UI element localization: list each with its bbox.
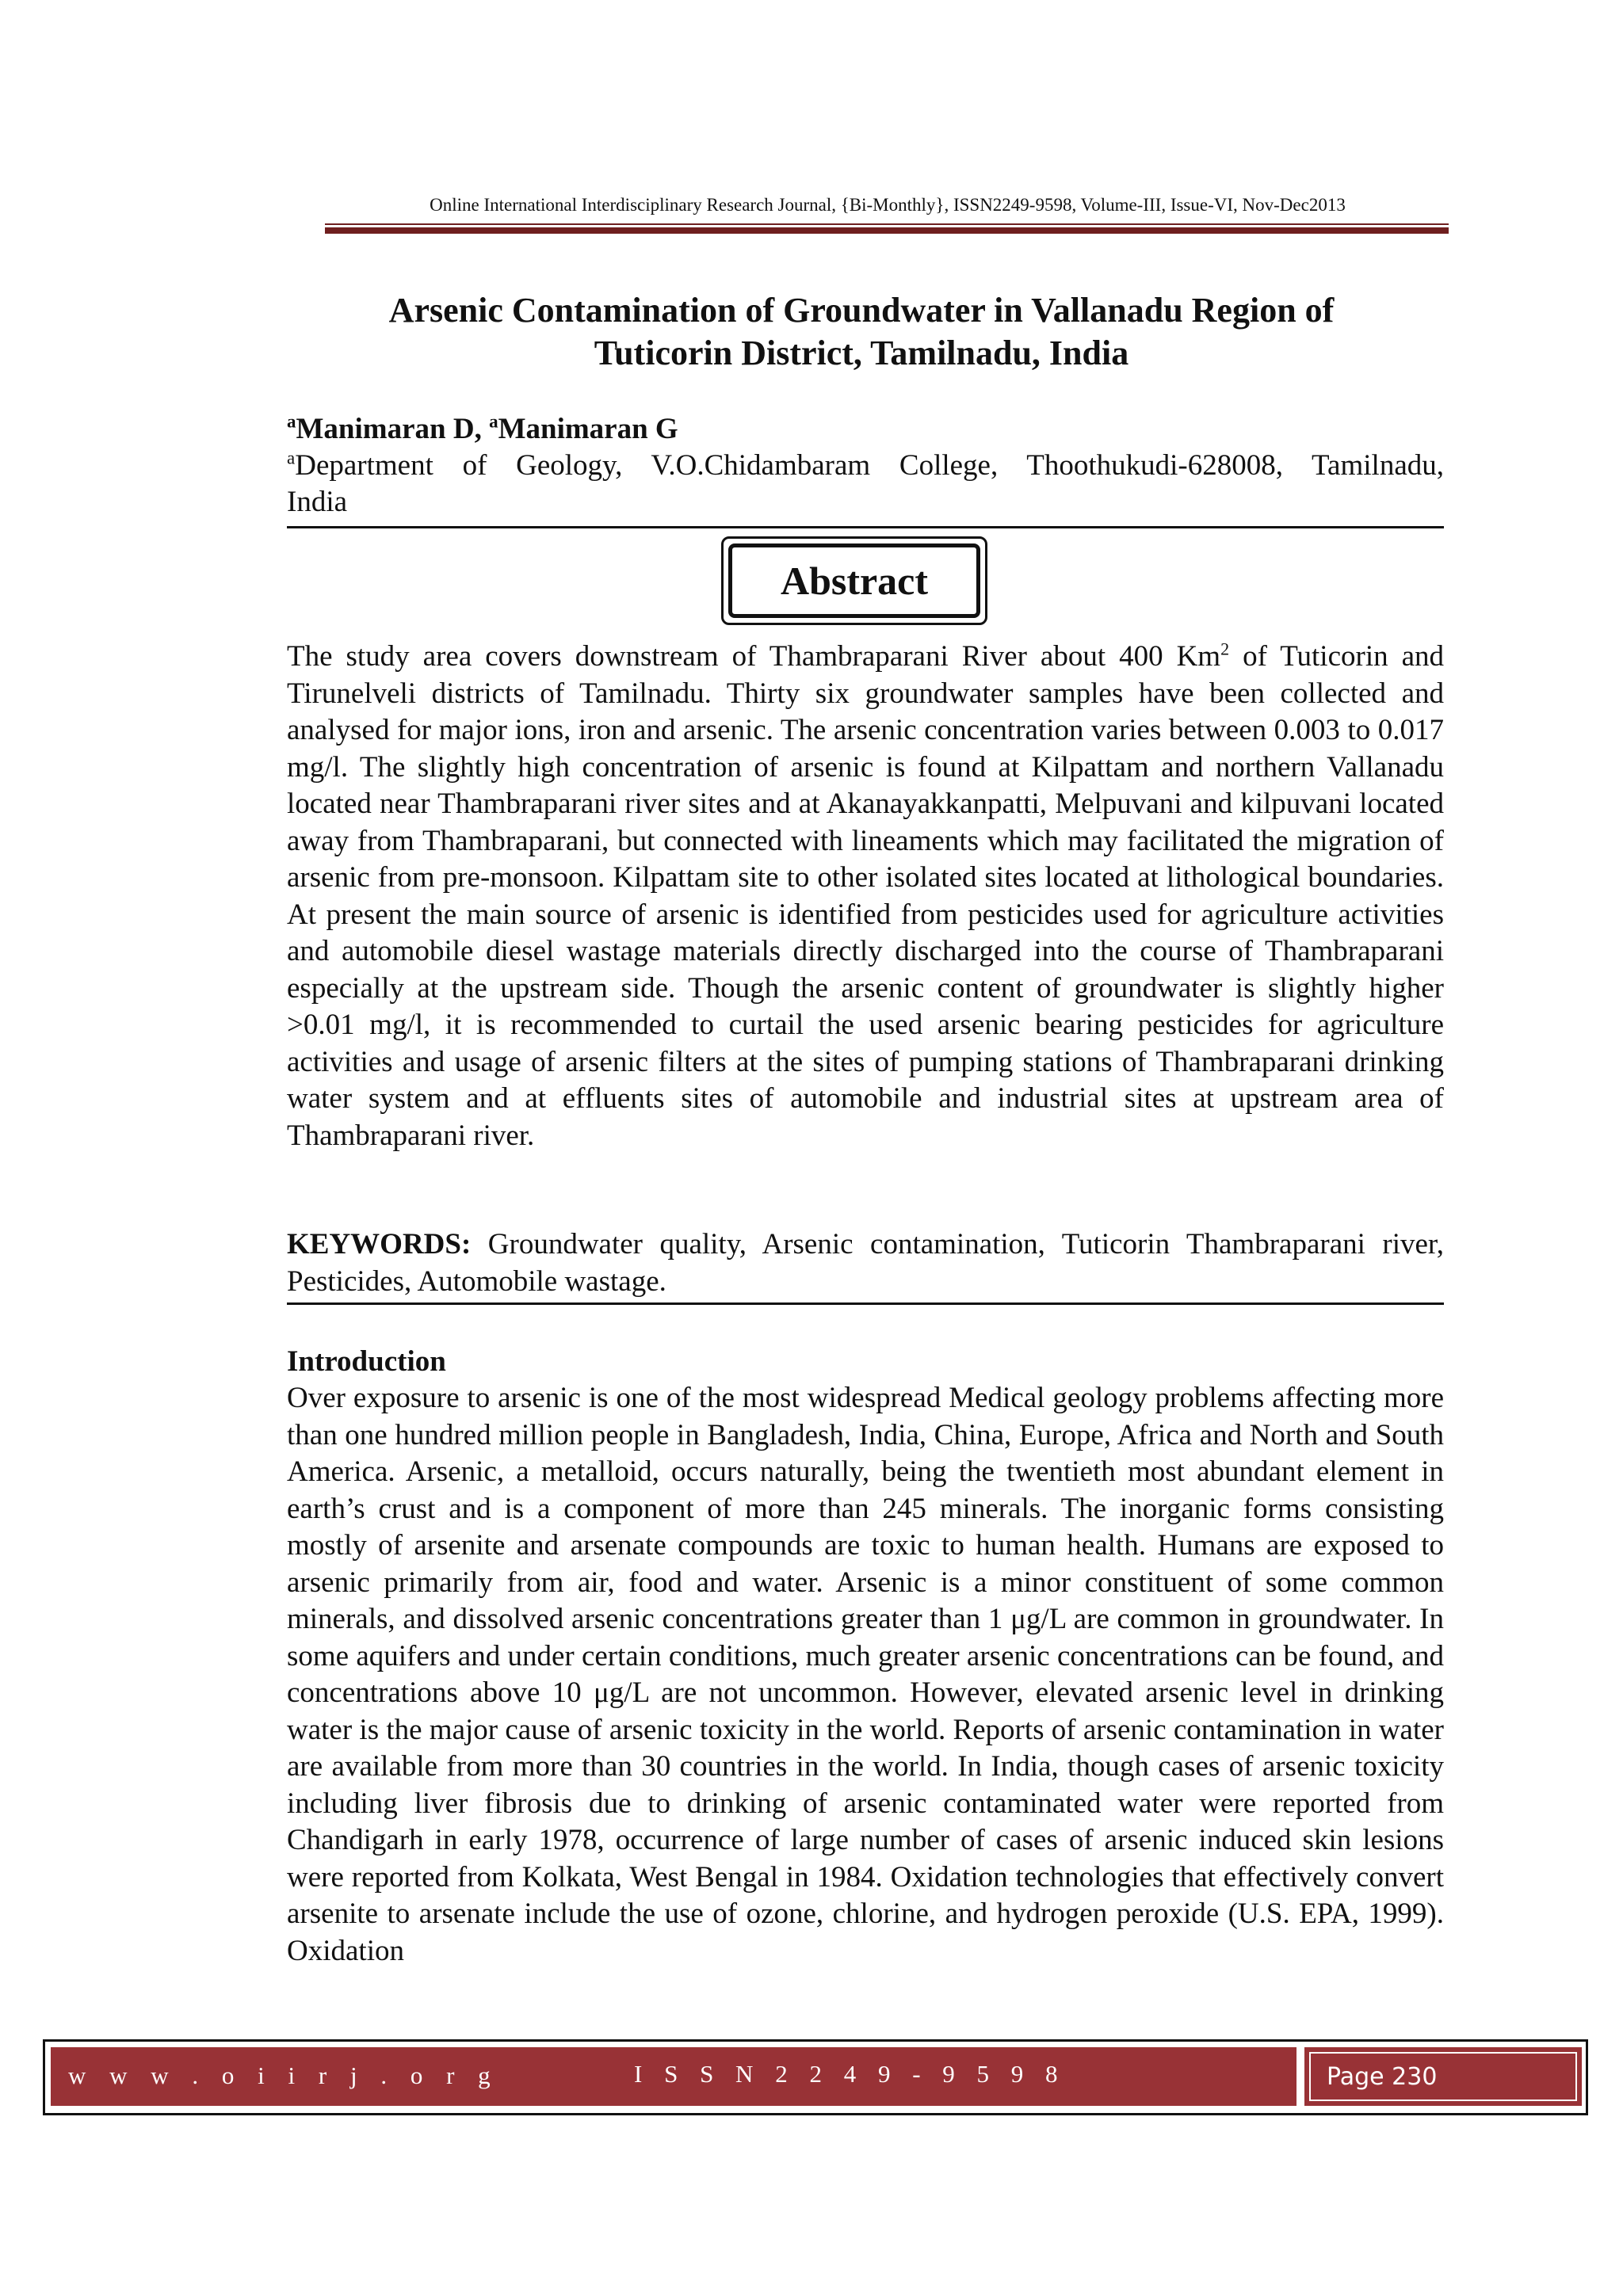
affiliation-line2: India xyxy=(287,486,348,518)
keywords xyxy=(287,1226,1444,1300)
author1-affil-marker: a xyxy=(287,411,296,432)
footer-page-box xyxy=(1304,2047,1582,2106)
abstract-text xyxy=(287,639,1444,1154)
introduction-heading: Introduction xyxy=(287,1345,446,1378)
abstract-text-part2: of Tuticorin and Tirunelveli districts of Tamilnadu. Thirty six groundwater samples have been collected and analysed for major ions, iron and arsenic. The arsenic concentration varies between 0.003 to 0.017 mg/l. The slightly high concentration of arsenic is found at Kilpattam and northern Vallanadu located near Thambraparani river sites and at Akanayakkanpatti, Melpuvani and kilpuvani located away from Thambraparani, but connected with lineaments which may facilitated the migration of arsenic from pre-monsoon. Kilpattam site to other isolated sites located at lithological boundaries. At present the main source of arsenic is identified from pesticides used for agriculture activities and automobile diesel wastage materials directly discharged into the course of Thambraparani especially at the upstream side. Though the arsenic content of groundwater is slightly higher >0.01 mg/l, it is recommended to curtail the used arsenic bearing pesticides for agriculture activities and usage of arsenic filters at the sites of pumping stations of Thambraparani drinking water system and at effluents sites of automobile and industrial sites at upstream area of Thambraparani river. xyxy=(287,640,1445,1152)
affiliation-marker: a xyxy=(287,448,296,468)
affiliation-line1-text: Department of Geology, V.O.Chidambaram College, Thoothukudi-628008, Tamilnadu, xyxy=(295,449,1444,482)
abstract-heading-box xyxy=(721,536,987,625)
paper-title-line1: Arsenic Contamination of Groundwater in Vallanadu Region of xyxy=(388,291,1335,330)
author-2: Manimaran G xyxy=(498,413,678,445)
author-list xyxy=(287,412,678,447)
keywords-label: KEYWORDS: xyxy=(287,1228,472,1261)
abstract-text-part1: The study area covers downstream of Thambraparani River about 400 Km xyxy=(287,640,1221,673)
author2-affil-marker: a xyxy=(489,411,498,432)
affiliation-line1 xyxy=(287,448,1444,484)
abstract-heading: Abstract xyxy=(728,543,980,618)
paper-title xyxy=(309,289,1414,375)
header-rule-thick xyxy=(325,227,1449,234)
introduction-text: Over exposure to arsenic is one of the most widespread Medical geology problems affecting more than one hundred million people in Bangladesh, India, China, Europe, Africa and North and South America. Arsenic, a metalloid, occurs naturally, being the twentieth most abundant element in earth’s crust and is a component of more than 245 minerals. The inorganic forms consisting mostly of arsenite and arsenate compounds are toxic to human health. Humans are exposed to arsenic primarily from air, food and water. Arsenic is a minor constituent of some common minerals, and dissolved arsenic concentrations greater than 1 μg/L are common in groundwater. In some aquifers and under certain conditions, much greater arsenic concentrations can be found, and concentrations above 10 μg/L are not uncommon. However, elevated arsenic level in drinking water is the major cause of arsenic toxicity in the world. Reports of arsenic contamination in water are available from more than 30 countries in the world. In India, though cases of arsenic toxicity including liver fibrosis due to drinking of arsenic contaminated water were reported from Chandigarh in early 1978, occurrence of large number of cases of arsenic induced skin lesions were reported from Kolkata, West Bengal in 1984. Oxidation technologies that effectively convert arsenite to arsenate include the use of ozone, chlorine, and hydrogen peroxide (U.S. EPA, 1999). Oxidation xyxy=(287,1382,1445,1967)
rule-below-keywords xyxy=(287,1302,1444,1305)
author-1: Manimaran D, xyxy=(296,413,490,445)
rule-below-affiliation xyxy=(287,526,1444,528)
page-number: Page 230 xyxy=(1309,2052,1577,2101)
affiliation xyxy=(287,448,1444,521)
abstract-superscript: 2 xyxy=(1220,639,1230,659)
keywords-text: Groundwater quality, Arsenic contamination, Tuticorin Thambraparani river, Pesticides, Automobile wastage. xyxy=(287,1228,1444,1298)
footer-website: w w w . o i i r j . o r g xyxy=(68,2061,499,2089)
paper-title-line2: Tuticorin District, Tamilnadu, India xyxy=(594,334,1129,372)
header-rule-thin xyxy=(325,223,1449,225)
footer-issn: I S S N 2 2 4 9 - 9 5 9 8 xyxy=(634,2060,1066,2088)
running-header: Online International Interdisciplinary Research Journal, {Bi-Monthly}, ISSN2249-9598, Volume-III, Issue-VI, Nov-Dec2013 xyxy=(430,195,1346,215)
